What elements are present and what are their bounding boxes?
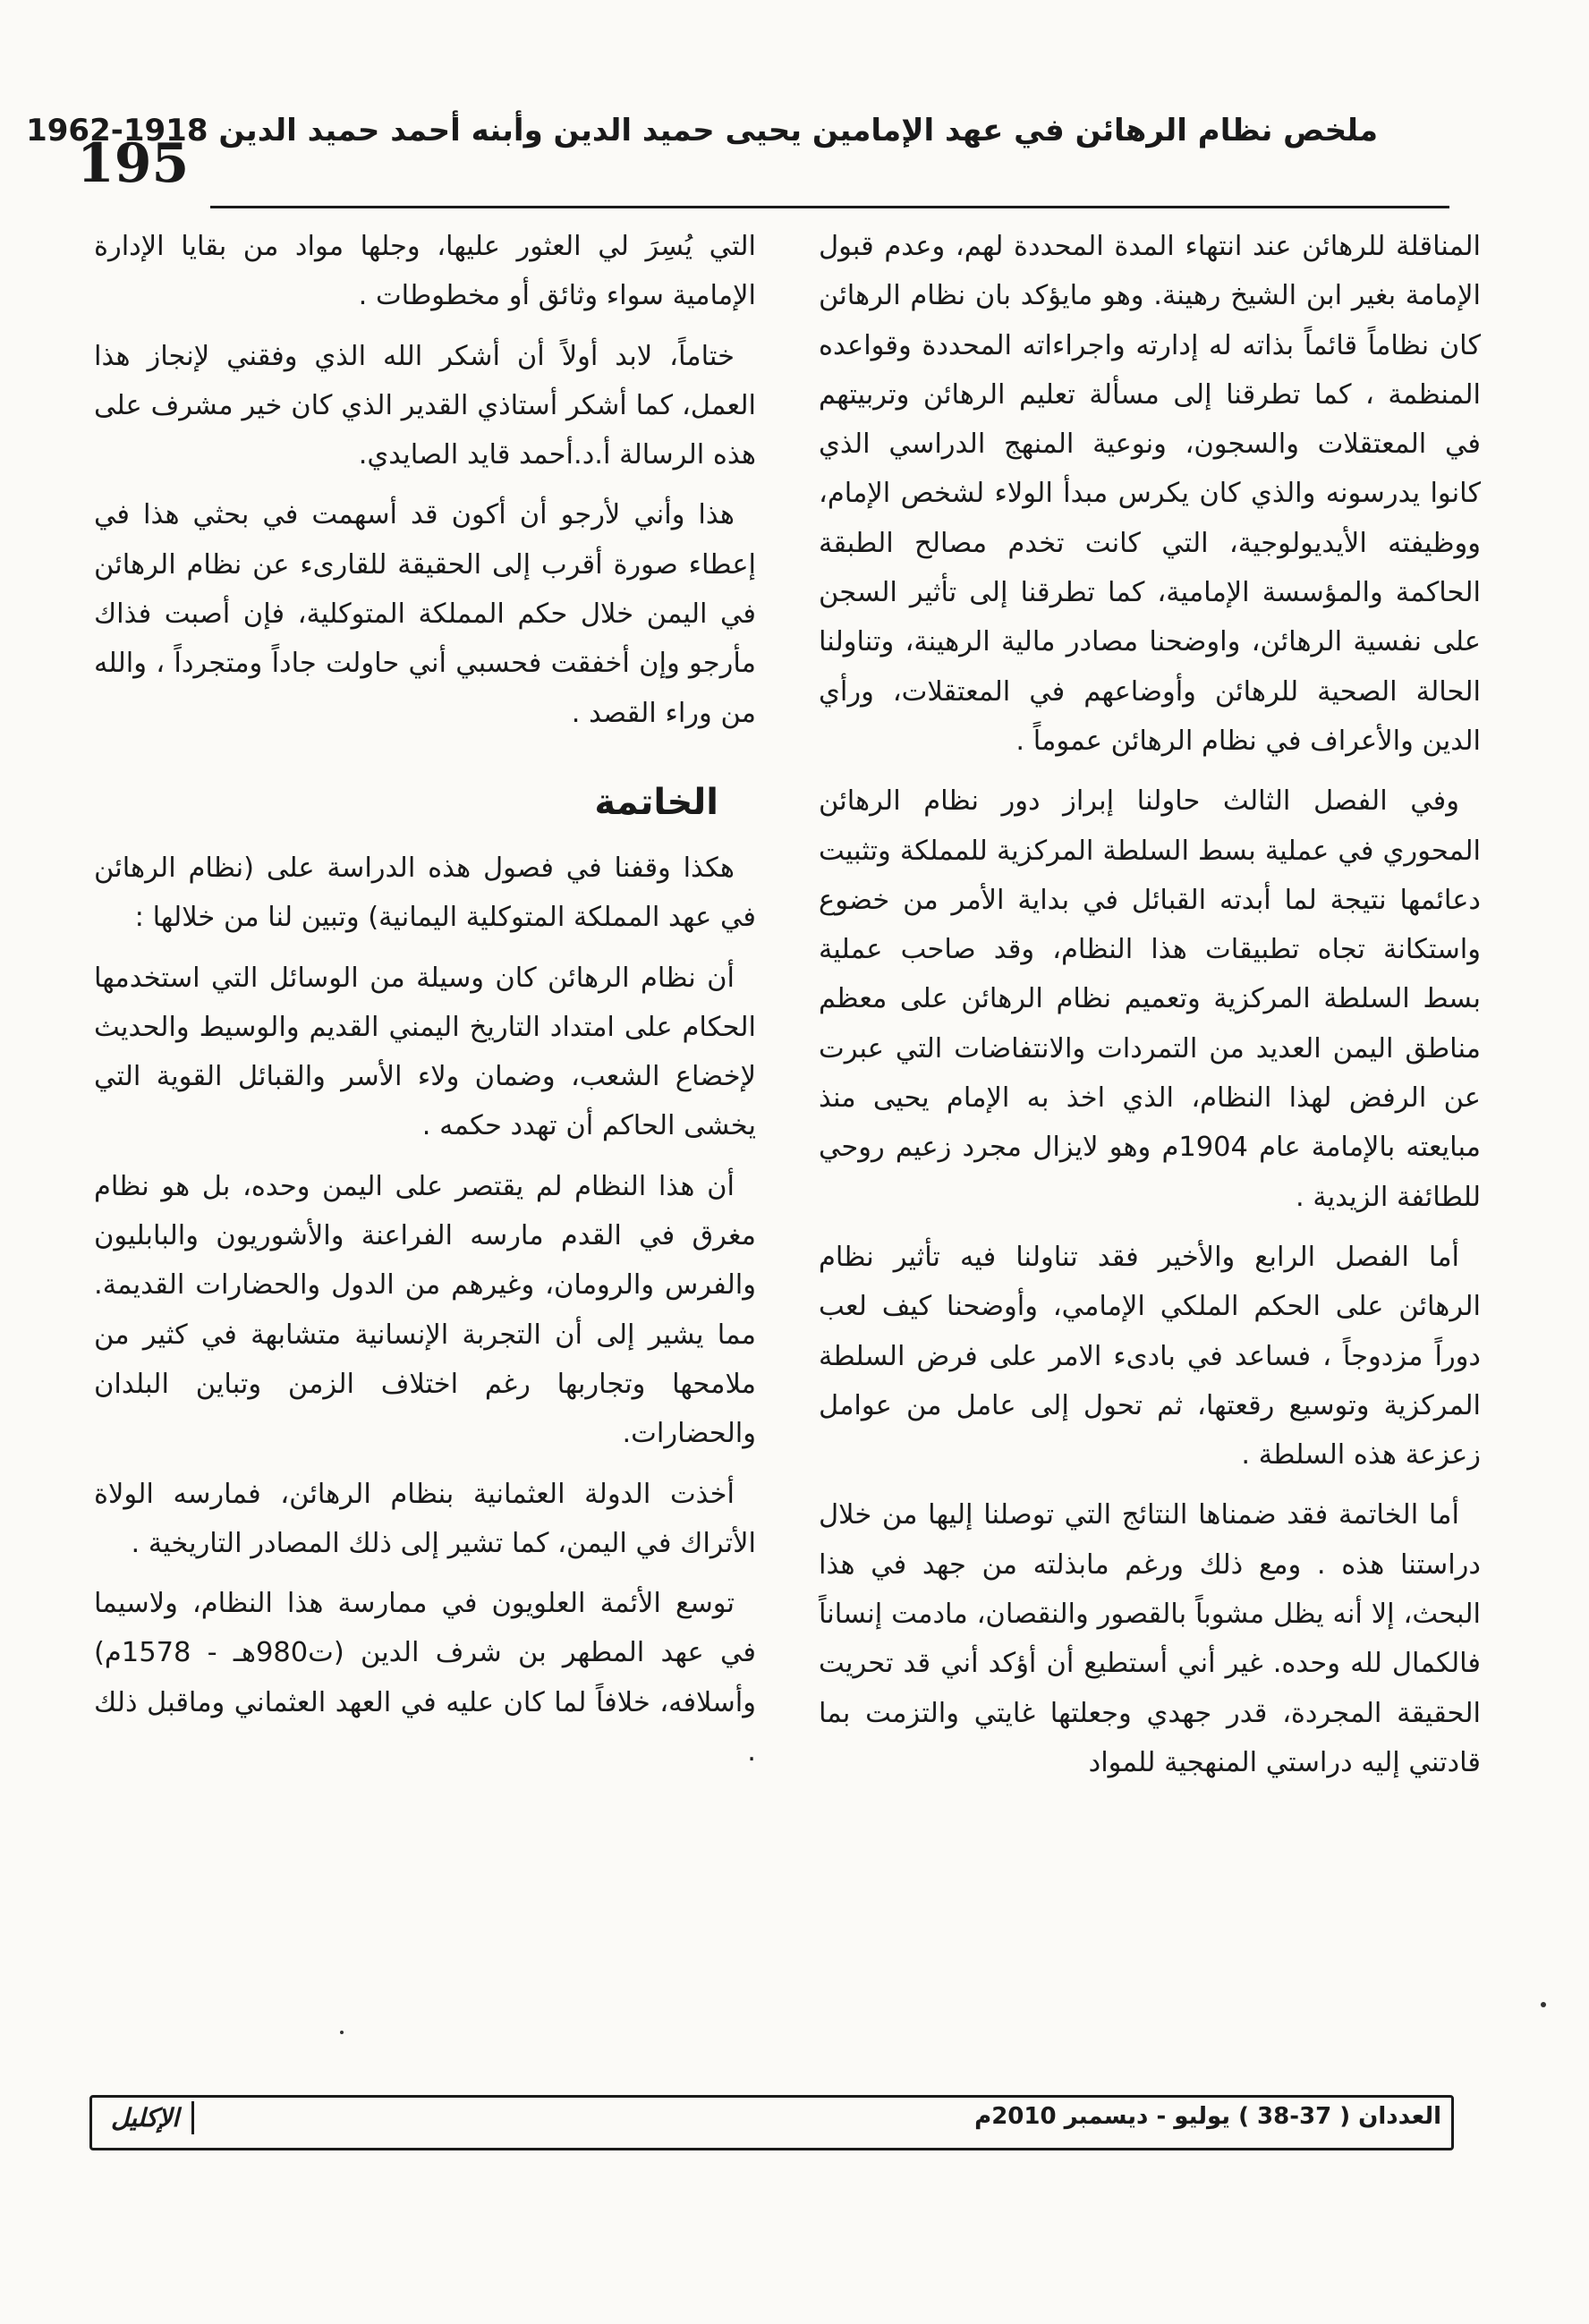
- journal-logo: الإكليل: [98, 2101, 194, 2134]
- conclusion-paragraph-3: أن هذا النظام لم يقتصر على اليمن وحده، بل هو نظام مغرق في القدم مارسه الفراعنة والأشوريون والبابليون والفرس والرومان، وغيرهم من الدول والحضارات القديمة. مما يشير إلى أن التجربة الإنسانية متشابهة في كثير من ملامحها وتجاربها رغم اختلاف الزمن وتباين البلدان والحضارات.: [94, 1170, 756, 1450]
- running-title: [26, 113, 1378, 148]
- conclusion-paragraph-2: أن نظام الرهائن كان وسيلة من الوسائل التي استخدمها الحكام على امتداد التاريخ اليمني القديم والوسيط والحديث لإخضاع الشعب، وضمان ولاء الأسر والقبائل القوية التي يخشى الحاكم أن تهدد حكمه .: [94, 962, 756, 1142]
- conclusion-paragraph-4: أخذت الدولة العثمانية بنظام الرهائن، فمارسه الولاة الأتراك في اليمن، كما تشير إلى ذلك المصادر التاريخية .: [94, 1478, 756, 1559]
- left-column: [94, 222, 756, 1787]
- running-title-years: 1962-1918: [26, 113, 208, 148]
- conclusion-paragraph-1: هكذا وقفنا في فصول هذه الدراسة على (نظام الرهائن في عهد المملكة المتوكلية اليمانية) وتبين لنا من خلالها :: [94, 852, 756, 934]
- running-title-text: ملخص نظام الرهائن في عهد الإمامين يحيى حميد الدين وأبنه أحمد حميد الدين: [218, 113, 1378, 148]
- left-paragraph-3: هذا وأني لأرجو أن أكون قد أسهمت في بحثي هذا في إعطاء صورة أقرب إلى الحقيقة للقارىء عن نظام الرهائن في اليمن خلال حكم المملكة المتوكلية، فإن أصبت فذاك مأرجو وإن أخفقت فحسبي أني حاولت جاداً ومتجرداً ، والله من وراء القصد .: [94, 499, 756, 729]
- conclusion-paragraph-5: توسع الأئمة العلويون في ممارسة هذا النظام، ولاسيما في عهد المطهر بن شرف الدين (ت980هـ - 1578م) وأسلافه، خلافاً لما كان عليه في العهد العثماني وماقبل ذلك .: [94, 1588, 756, 1768]
- right-paragraph-4: أما الخاتمة فقد ضمناها النتائج التي توصلنا إليها من خلال دراستنا هذه . ومع ذلك ورغم مابذلته من جهد في هذا البحث، إلا أنه يظل مشوباً بالقصور والنقصان، مادمت إنساناً فالكمال لله وحده. غير أني أستطيع أن أؤكد أني قد تحريت الحقيقة المجردة، قدر جهدي وجعلتها غايتي والتزمت بما قادتني إليه دراستي المنهجية للمواد: [819, 1499, 1481, 1778]
- page-header: [26, 98, 1467, 206]
- issue-info: العددان ( 37-38 ) يوليو - ديسمبر 2010م: [974, 2103, 1441, 2130]
- right-paragraph-1: المناقلة للرهائن عند انتهاء المدة المحددة لهم، وعدم قبول الإمامة بغير ابن الشيخ رهينة. وهو مايؤكد بان نظام الرهائن كان نظاماً قائماً بذاته له إدارته واجراءاته المحددة وقواعده المنظمة ، كما تطرقنا إلى مسألة تعليم الرهائن وتربيتهم في المعتقلات والسجون، ونوعية المنهج الدراسي الذي كانوا يدرسونه والذي كان يكرس مبدأ الولاء لشخص الإمام، ووظيفته الأيديولوجية، التي كانت تخدم مصالح الطبقة الحاكمة والمؤسسة الإمامية، كما تطرقنا إلى تأثير السجن على نفسية الرهائن، واوضحنا مصادر مالية الرهينة، وتناولنا الحالة الصحية للرهائن وأوضاعهم في المعتقلات، ورأي الدين والأعراف في نظام الرهائن عموماً .: [819, 231, 1481, 757]
- print-speck: [1541, 2002, 1546, 2007]
- page-number: 195: [77, 132, 190, 195]
- body-columns: [94, 222, 1481, 2100]
- left-paragraph-2: ختاماً، لابد أولاً أن أشكر الله الذي وفقني لإنجاز هذا العمل، كما أشكر أستاذي القدير الذي كان خير مشرف على هذه الرسالة أ.د.أحمد قايد الصايدي.: [94, 340, 756, 471]
- right-paragraph-3: أما الفصل الرابع والأخير فقد تناولنا فيه تأثير نظام الرهائن على الحكم الملكي الإمامي، وأوضحنا كيف لعب دوراً مزدوجاً ، فساعد في بادىء الامر على فرض السلطة المركزية وتوسيع رقعتها، ثم تحول إلى عامل من عوامل زعزعة هذه السلطة .: [819, 1241, 1481, 1472]
- right-column: [819, 222, 1481, 1798]
- left-paragraph-1: التي يُسِرَ لي العثور عليها، وجلها مواد من بقايا الإدارة الإمامية سواء وثائق أو مخطوطات .: [94, 231, 756, 312]
- print-speck: [340, 2031, 344, 2034]
- page-footer: [89, 2095, 1454, 2150]
- conclusion-heading: الخاتمة: [594, 781, 718, 823]
- header-rule: [210, 206, 1449, 208]
- right-paragraph-2: وفي الفصل الثالث حاولنا إبراز دور نظام الرهائن المحوري في عملية بسط السلطة المركزية للمملكة وتثبيت دعائمها نتيجة لما أبدته القبائل في بداية الأمر من خضوع واستكانة تجاه تطبيقات هذا النظام، وقد صاحب عملية بسط السلطة المركزية وتعميم نظام الرهائن على معظم مناطق اليمن العديد من التمردات والانتفاضات التي عبرت عن الرفض لهذا النظام، الذي اخذ به الإمام يحيى منذ مبايعته بالإمامة عام 1904م وهو لايزال مجرد زعيم روحي للطائفة الزيدية .: [819, 785, 1481, 1213]
